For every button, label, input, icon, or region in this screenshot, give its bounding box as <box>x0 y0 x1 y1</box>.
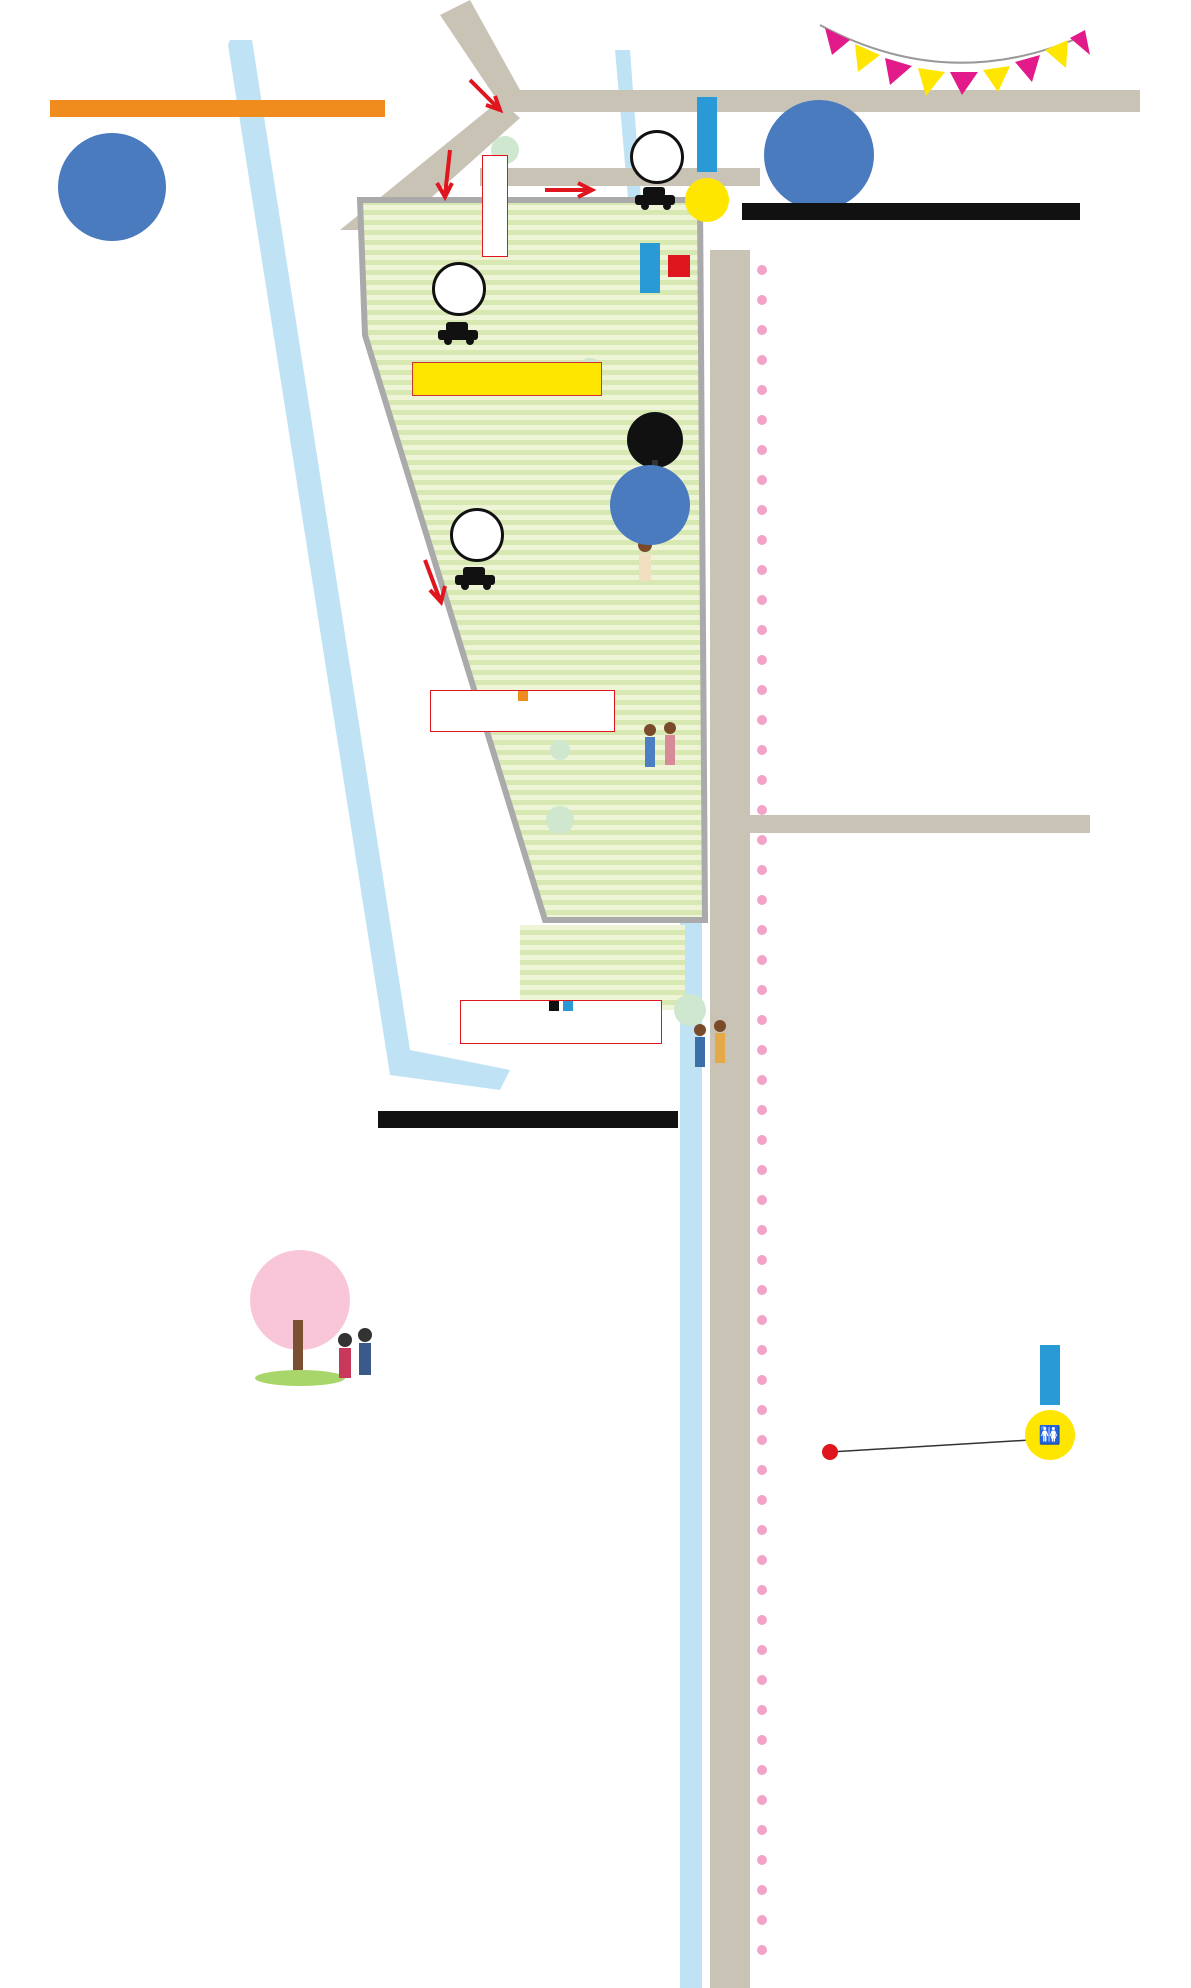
toilet-icon: 🚻 <box>1025 1410 1075 1460</box>
road-side <box>750 815 1090 833</box>
craft-booth-legend <box>460 1000 662 1044</box>
food-header <box>50 100 385 117</box>
parking-sign <box>412 362 602 396</box>
food-booth-legend <box>430 690 615 732</box>
food-badge <box>58 133 166 241</box>
booth-b-header <box>378 1111 678 1128</box>
location-pin <box>822 1444 838 1460</box>
parking-entrance <box>482 155 508 257</box>
smoking-sign <box>640 243 660 293</box>
temp-toilet-sign <box>697 97 717 172</box>
flower-dots <box>757 265 767 1955</box>
wc-icon <box>685 178 729 222</box>
road-right <box>710 250 750 1988</box>
p2-marker <box>450 508 504 562</box>
toilet-sign <box>1040 1345 1060 1405</box>
road-top <box>440 0 1140 112</box>
live-badge <box>610 465 690 545</box>
craft-header <box>742 203 1080 220</box>
live-tree <box>627 412 683 468</box>
craft-badge <box>764 100 874 210</box>
p3-marker <box>630 130 684 184</box>
p1-marker <box>432 262 486 316</box>
event-field <box>360 200 705 920</box>
field-lower <box>520 925 685 1010</box>
smoking-marker <box>668 255 690 277</box>
